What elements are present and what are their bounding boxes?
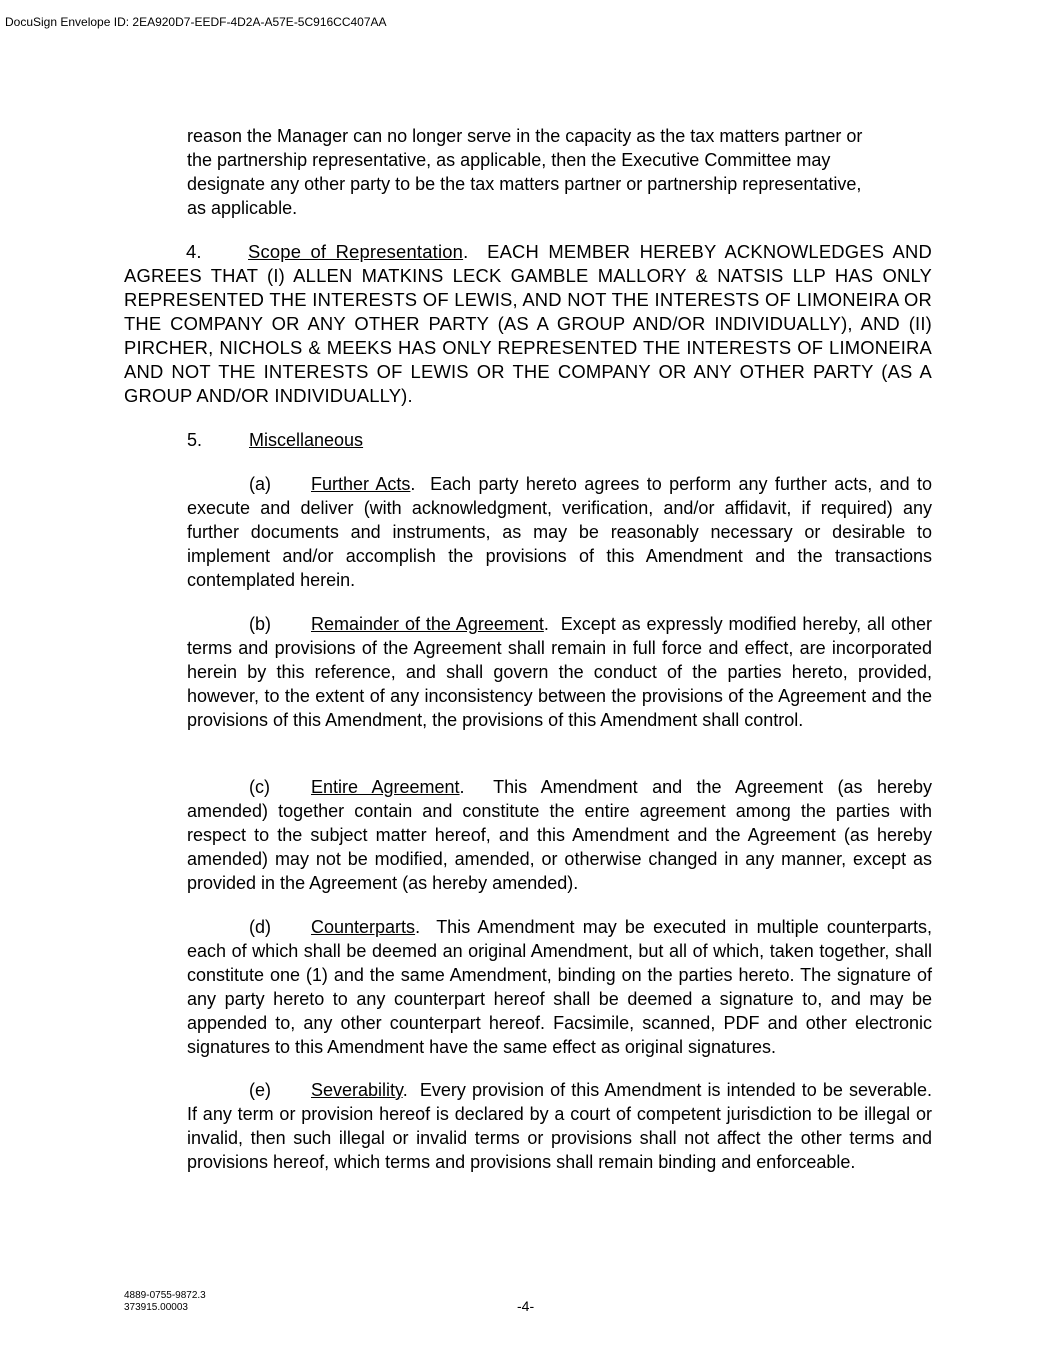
footer-matter-number: 373915.00003 — [124, 1302, 188, 1313]
subsection-title: Counterparts — [311, 917, 416, 937]
subsection-c: (c) Entire Agreement. This Amendment and the Agreement (as hereby amended) together contain and constitute the entire agreement among the parties with respect to the subject matter hereof, and this Amendment and the Agreement (as hereby amended) may not be modified, amended, or otherwise changed in any manner, except as provided in the Agreement (as hereby amended). — [187, 777, 933, 893]
subsection-title: Severability — [311, 1080, 403, 1100]
subsection-d: (d) Counterparts. This Amendment may be executed in multiple counterparts, each of which shall be deemed an original Amendment, but all of which, taken together, shall constitute one (1) and the same Amendment, binding on the parties hereto. The signature of any party hereto to any counterpart hereof shall be deemed a signature to, and may be appended to, any other counterpart hereof. Facsimile, scanned, PDF and other electronic signatures to this Amendment have the same effect as original signatures. — [187, 917, 932, 1057]
subsection-label: (b) — [249, 614, 271, 634]
subsection-body: This Amendment and the Agreement (as hereby amended) together contain and constitute the entire agreement among the parties with respect to the subject matter hereof, and this Amendment and the Agreement (as hereby amended) may not be modified, amended, or otherwise changed in any manner, except as provided in the Agreement (as hereby amended). — [187, 777, 933, 893]
section-4: 4. Scope of Representation. EACH MEMBER HEREBY ACKNOWLEDGES AND AGREES THAT (I) ALLEN MATKINS LECK GAMBLE MALLORY & NATSIS LLP HAS ONLY REPRESENTED THE INTERESTS OF LEWIS, AND NOT THE INTERESTS OF LIMONEIRA OR THE COMPANY OR ANY OTHER PARTY (AS A GROUP AND/OR INDIVIDUALLY), AND (II) PIRCHER, NICHOLS & MEEKS HAS ONLY REPRESENTED THE INTERESTS OF LIMONEIRA AND NOT THE INTERESTS OF LEWIS OR THE COMPANY OR ANY OTHER PARTY (AS A GROUP AND/OR INDIVIDUALLY). — [124, 241, 932, 406]
footer-doc-number: 4889-0755-9872.3 — [124, 1290, 206, 1301]
page-number: -4- — [517, 1298, 535, 1314]
subsection-title: Further Acts — [311, 474, 411, 494]
subsection-e: (e) Severability. Every provision of this Amendment is intended to be severable. If any term or provision hereof is declared by a court of competent jurisdiction to be illegal or invalid, then such illegal or invalid terms or provisions shall not affect the other terms and provisions hereof, which terms and provisions shall remain binding and enforceable. — [187, 1080, 932, 1172]
section-4-title: Scope of Representation — [248, 241, 464, 262]
subsection-b: (b) Remainder of the Agreement. Except as expressly modified hereby, all other terms and provisions of the Agreement shall remain in full force and effect, are incorporated herein by this reference, and shall govern the conduct of the parties hereto, provided, however, to the extent of any inconsistency between the provisions of the Agreement and the provisions of this Amendment, the provisions of this Amendment shall control. — [187, 614, 932, 730]
intro-text: reason the Manager can no longer serve in the capacity as the tax matters partner or the partnership representative, as applicable, then the Executive Committee may designate any other party to be the tax matters partner or partnership representative, as applicable. — [187, 126, 863, 218]
subsection-label: (c) — [249, 777, 270, 797]
envelope-id: DocuSign Envelope ID: 2EA920D7-EEDF-4D2A-A57E-5C916CC407AA — [5, 15, 387, 29]
subsection-label: (e) — [249, 1080, 271, 1100]
subsection-title: Entire Agreement — [311, 777, 460, 797]
subsection-label: (a) — [249, 474, 271, 494]
subsection-a: (a) Further Acts. Each party hereto agrees to perform any further acts, and to execute and deliver (with acknowledgment, verification, and/or affidavit, if required) any further documents and instruments, as may be reasonably necessary or desirable to implement and/or accomplish the provisions of this Amendment and the transactions contemplated herein. — [187, 474, 933, 590]
subsection-body: Every provision of this Amendment is intended to be severable. If any term or provision hereof is declared by a court of competent jurisdiction to be illegal or invalid, then such illegal or invalid terms or provisions shall not affect the other terms and provisions hereof, which terms and provisions shall remain binding and enforceable. — [187, 1080, 932, 1172]
intro-paragraph — [187, 124, 877, 220]
section-5-number: 5. — [187, 430, 203, 450]
subsection-body: This Amendment may be executed in multiple counterparts, each of which shall be deemed an original Amendment, but all of which, taken together, shall constitute one (1) and the same Amendment, binding on the parties hereto. The signature of any party hereto to any counterpart hereof shall be deemed a signature to, and may be appended to, any other counterpart hereof. Facsimile, scanned, PDF and other electronic signatures to this Amendment have the same effect as original signatures. — [187, 917, 932, 1057]
section-4-number: 4. — [186, 241, 202, 262]
subsection-title: Remainder of the Agreement — [311, 614, 544, 634]
section-5-heading — [187, 428, 587, 452]
subsection-body: Each party hereto agrees to perform any further acts, and to execute and deliver (with acknowledgment, verification, and/or affidavit, if required) any further documents and instruments, as may be reasonably necessary or desirable to implement and/or accomplish the provisions of this Amendment and the transactions contemplated herein. — [187, 474, 933, 590]
subsection-body: Except as expressly modified hereby, all other terms and provisions of the Agreement shall remain in full force and effect, are incorporated herein by this reference, and shall govern the conduct of the parties hereto, provided, however, to the extent of any inconsistency between the provisions of the Agreement and the provisions of this Amendment, the provisions of this Amendment shall control. — [187, 614, 932, 730]
subsection-label: (d) — [249, 917, 271, 937]
section-4-body: EACH MEMBER HEREBY ACKNOWLEDGES AND AGREES THAT (I) ALLEN MATKINS LECK GAMBLE MALLORY & NATSIS LLP HAS ONLY REPRESENTED THE INTERESTS OF LEWIS, AND NOT THE INTERESTS OF LIMONEIRA OR THE COMPANY OR ANY OTHER PARTY (AS A GROUP AND/OR INDIVIDUALLY), AND (II) PIRCHER, NICHOLS & MEEKS HAS ONLY REPRESENTED THE INTERESTS OF LIMONEIRA AND NOT THE INTERESTS OF LEWIS OR THE COMPANY OR ANY OTHER PARTY (AS A GROUP AND/OR INDIVIDUALLY). — [124, 241, 932, 406]
section-5-title: Miscellaneous — [249, 430, 364, 450]
footer-doc-ids — [124, 1290, 206, 1314]
